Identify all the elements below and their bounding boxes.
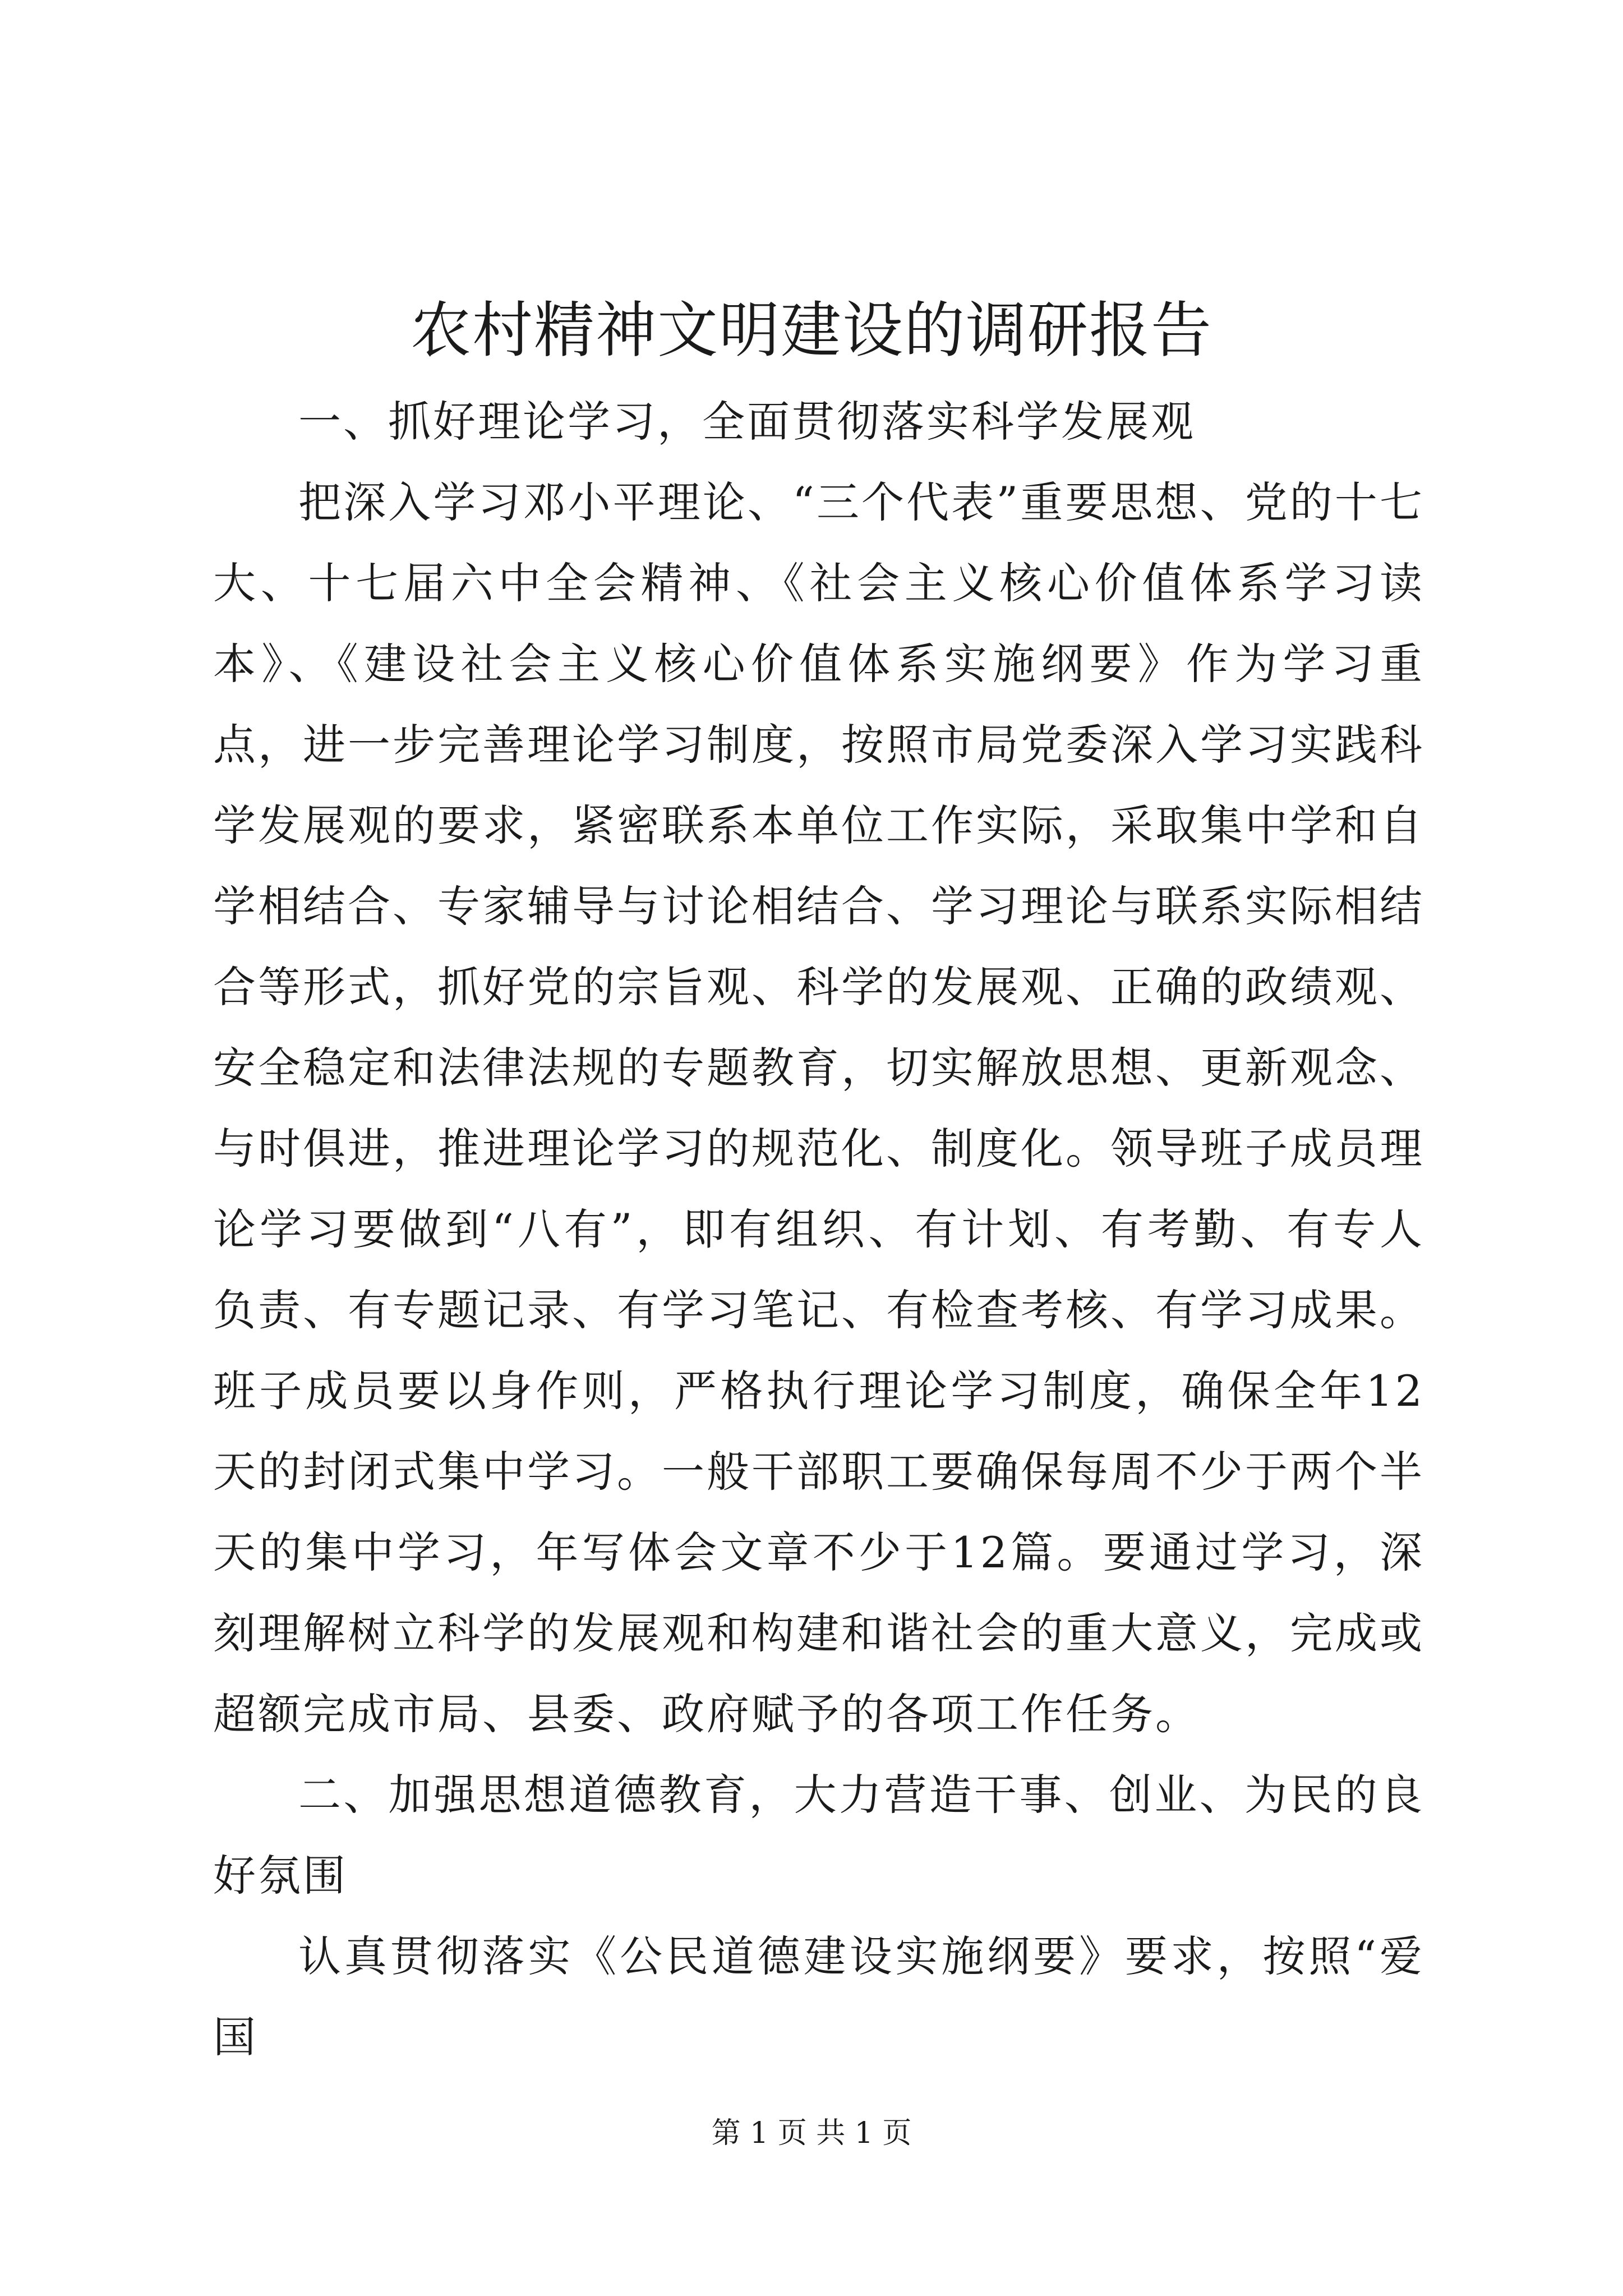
body-paragraph-1: 把深入学习邓小平理论、“三个代表”重要思想、党的十七大、十七届六中全会精神、《社会主义核心价值体系学习读本》、《建设社会主义核心价值体系实施纲要》作为学习重点，进一步完善理论学习制度，按照市局党委深入学习实践科学发展观的要求，紧密联系本单位工作实际，采取集中学和自学相结合、专家辅导与讨论相结合、学习理论与联系实际相结合等形式，抓好党的宗旨观、科学的发展观、正确的政绩观、安全稳定和法律法规的专题教育，切实解放思想、更新观念、与时俱进，推进理论学习的规范化、制度化。领导班子成员理论学习要做到“八有”，即有组织、有计划、有考勤、有专人负责、有专题记录、有学习笔记、有检查考核、有学习成果。班子成员要以身作则，严格执行理论学习制度，确保全年12天的封闭式集中学习。一般干部职工要确保每周不少于两个半天的集中学习，年写体会文章不少于12篇。要通过学习，深刻理解树立科学的发展观和构建和谐社会的重大意义，完成或超额完成市局、县委、政府赋予的各项工作任务。 (213, 477, 1424, 1739)
section-heading-2: 二、加强思想道德教育，大力营造干事、创业、为民的良好氛围 (213, 1770, 1424, 1901)
document-title: 农村精神文明建设的调研报告 (410, 296, 1212, 366)
body-paragraph-2: 认真贯彻落实《公民道德建设实施纲要》要求，按照“爱国 (213, 1931, 1424, 2062)
page-footer: 第 1 页 共 1 页 (711, 2116, 912, 2150)
document-body (213, 381, 1424, 2078)
section-heading-1: 一、抓好理论学习，全面贯彻落实科学发展观 (298, 397, 1196, 447)
